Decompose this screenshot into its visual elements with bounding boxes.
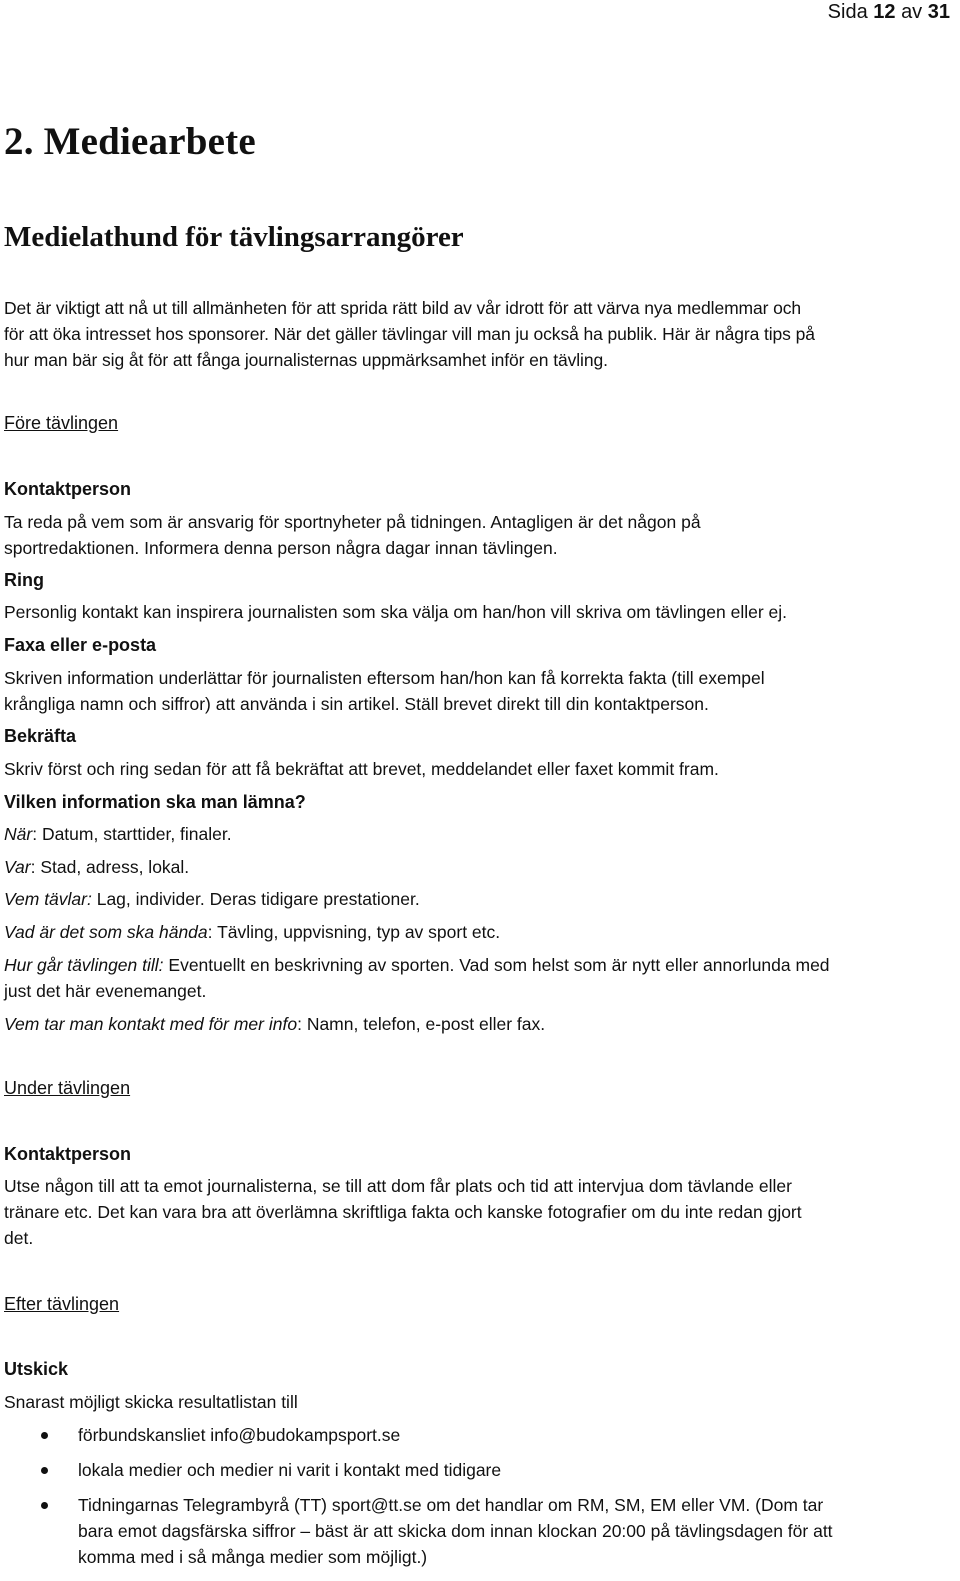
info-sep: : [32,824,38,844]
list-item [4,1492,952,1570]
info-sep: : [297,1014,302,1034]
info-text: Datum, starttider, finaler. [37,824,232,844]
info-text: Lag, individer. Deras tidigare prestationer. [91,889,420,909]
list-item [4,1457,952,1483]
subheading-ring: Ring [4,570,44,590]
list-item-text: lokala medier och medier ni varit i kontakt med tidigare [78,1460,502,1480]
intro-line: för att öka intresset hos sponsorer. När det gäller tävlingar vill man ju också ha publik. Här är några tips på [4,324,815,344]
info-item [4,919,952,945]
subheading-info: Vilken information ska man lämna? [4,792,306,812]
subheading-fax: Faxa eller e-posta [4,635,157,655]
info-label: Hur går tävlingen till: [4,955,164,975]
info-sep: : [30,857,36,877]
bullet-icon [41,1502,48,1509]
info-text: Namn, telefon, e-post eller fax. [301,1014,546,1034]
page-total: 31 [927,1,950,23]
page-mid: av [901,1,923,23]
subheading-contact-person: Kontaktperson [4,479,132,499]
info-text: Stad, adress, lokal. [35,857,190,877]
page-subtitle: Medielathund för tävlingsarrangörer [4,221,464,253]
bullet-icon [41,1432,48,1439]
fax-paragraph [4,665,952,717]
info-item [4,1011,952,1037]
section-heading-during: Under tävlingen [4,1078,131,1098]
ring-paragraph: Personlig kontakt kan inspirera journalisten som ska välja om han/hon vill skriva om tävlingen eller ej. [4,602,788,622]
during-paragraph [4,1173,952,1251]
intro-paragraph [4,295,952,373]
text-line: krångliga namn och siffror) att använda i sin artikel. Ställ brevet direkt till din kontaktperson. [4,694,709,714]
intro-line: hur man bär sig åt för att fånga journalisternas uppmärksamhet inför en tävling. [4,350,608,370]
bullet-icon [41,1467,48,1474]
section-heading-before: Före tävlingen [4,413,119,433]
info-text: Tävling, uppvisning, typ av sport etc. [212,922,501,942]
info-item [4,821,952,847]
info-label: Var [4,857,31,877]
info-label: När [4,824,33,844]
text-line: Utse någon till att ta emot journalisterna, se till att dom får plats och tid att intervjua dom tävlande eller [4,1176,792,1196]
info-label: Vem tävlar: [4,889,92,909]
info-item [4,886,952,912]
page-title: 2. Mediearbete [4,120,256,163]
list-item-text: komma med i så många medier som möjligt.) [78,1547,428,1567]
info-sep: : [207,922,213,942]
page-number [828,0,950,24]
confirm-paragraph: Skriv först och ring sedan för att få bekräftat att brevet, meddelandet eller faxet kommit fram. [4,759,719,779]
info-label: Vem tar man kontakt med för mer info [4,1014,298,1034]
text-line: sportredaktionen. Informera denna person några dagar innan tävlingen. [4,538,558,558]
send-intro: Snarast möjligt skicka resultatlistan till [4,1392,298,1412]
subheading-confirm: Bekräfta [4,726,77,746]
info-item [4,854,952,880]
list-item-text: förbundskansliet info@budokampsport.se [78,1425,401,1445]
text-line: Skriven information underlättar för journalisten eftersom han/hon kan få korrekta fakta (till exempel [4,668,765,688]
info-item [4,952,952,1004]
recipient-list [4,1422,952,1570]
text-line: det. [4,1228,34,1248]
text-line: Ta reda på vem som är ansvarig för sportnyheter på tidningen. Antagligen är det någon på [4,512,701,532]
contact-paragraph [4,509,952,561]
info-text: Eventuellt en beskrivning av sporten. Vad som helst som är nytt eller annorlunda med [163,955,830,975]
info-text-continued: just det här evenemanget. [4,981,207,1001]
list-item-text: Tidningarnas Telegrambyrå (TT) sport@tt.se om det handlar om RM, SM, EM eller VM. (Dom tar [78,1495,824,1515]
text-line: tränare etc. Det kan vara bra att överlämna skriftliga fakta och kanske fotografier om du inte redan gjort [4,1202,802,1222]
subheading-contact-person: Kontaktperson [4,1144,132,1164]
subheading-send: Utskick [4,1359,69,1379]
page-current: 12 [873,1,896,23]
intro-line: Det är viktigt att nå ut till allmänheten för att sprida rätt bild av vår idrott för att värva nya medlemmar och [4,298,802,318]
section-heading-after: Efter tävlingen [4,1294,120,1314]
list-item-text: bara emot dagsfärska siffror – bäst är att skicka dom innan klockan 20:00 på tävlingsdagen för att [78,1521,833,1541]
info-label: Vad är det som ska hända [4,922,208,942]
list-item [4,1422,952,1448]
page-prefix: Sida [827,1,868,23]
